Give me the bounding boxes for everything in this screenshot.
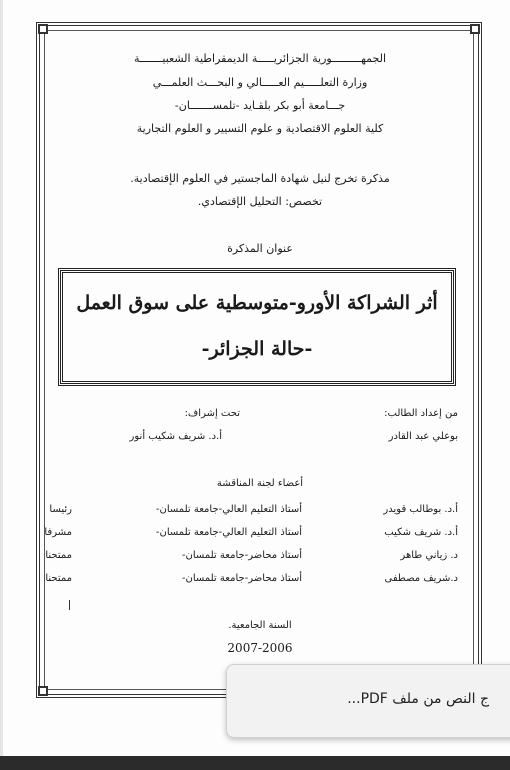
- university-line: جـــامعة أبو بكر بلقـايد -تلمســـــــان-: [174, 99, 346, 112]
- toast-message: ج النص من ملف PDF...: [347, 691, 489, 707]
- member-title: أستاذ محاضر-جامعة تلمسان-: [181, 573, 302, 584]
- member-name: أ.د. شريف شكيب: [384, 527, 458, 538]
- corner-ornament: [38, 686, 48, 696]
- title-frame-inner: [62, 272, 452, 382]
- member-title: أستاذ التعليم العالي-جامعة تلمسان-: [155, 504, 302, 515]
- bottom-bar: [0, 756, 510, 770]
- committee-label: أعضاء لجنة المناقشة: [216, 478, 304, 489]
- supervisor-label: تحت إشراف:: [184, 408, 240, 419]
- corner-ornament: [38, 24, 48, 34]
- supervisor-name: أ.د. شريف شكيب أنور: [129, 431, 222, 442]
- member-role: مشرفا: [44, 527, 72, 538]
- ministry-line: وزارة التعلـــــيم العـــــالي و البحـــث العلمـــي: [152, 76, 368, 89]
- member-role: ممتحنا: [45, 573, 72, 584]
- member-title: أستاذ محاضر-جامعة تلمسان-: [181, 550, 302, 561]
- republic-line: الجمهـــــــــورية الجزائريـــــة الديمقراطية الشعبيـــــــة: [133, 52, 387, 65]
- title-label: عنوان المذكرة: [227, 242, 293, 255]
- student-label: من إعداد الطالب:: [384, 408, 458, 419]
- faculty-line: كلية العلوم الاقتصادية و علوم التسيير و العلوم التجارية: [136, 122, 384, 135]
- pdf-extraction-toast[interactable]: [226, 664, 510, 738]
- member-name: د.شريف مصطفى: [384, 573, 458, 584]
- academic-year-label: السنة الجامعية.: [228, 620, 292, 631]
- corner-ornament: [470, 24, 480, 34]
- thesis-subtitle: -حالة الجزائر-: [201, 338, 313, 360]
- stray-mark: [69, 600, 70, 610]
- academic-year: 2007-2006: [227, 641, 293, 655]
- thesis-title: أثر الشراكة الأورو-متوسطية على سوق العمل: [76, 292, 438, 314]
- specialization: تخصص: التحليل الإقتصادي.: [197, 195, 323, 208]
- member-role: رئيسا: [49, 504, 72, 515]
- member-name: أ.د. بوطالب قويدر: [383, 504, 458, 515]
- page-edge: [0, 0, 3, 770]
- student-name: بوعلي عبد القادر: [388, 431, 458, 442]
- member-title: أستاذ التعليم العالي-جامعة تلمسان-: [155, 527, 302, 538]
- degree-purpose: مذكرة تخرج لنيل شهادة الماجستير في العلوم الإقتصادية.: [130, 172, 390, 185]
- member-role: ممتحنا: [45, 550, 72, 561]
- member-name: د. زياني طاهر: [400, 550, 458, 561]
